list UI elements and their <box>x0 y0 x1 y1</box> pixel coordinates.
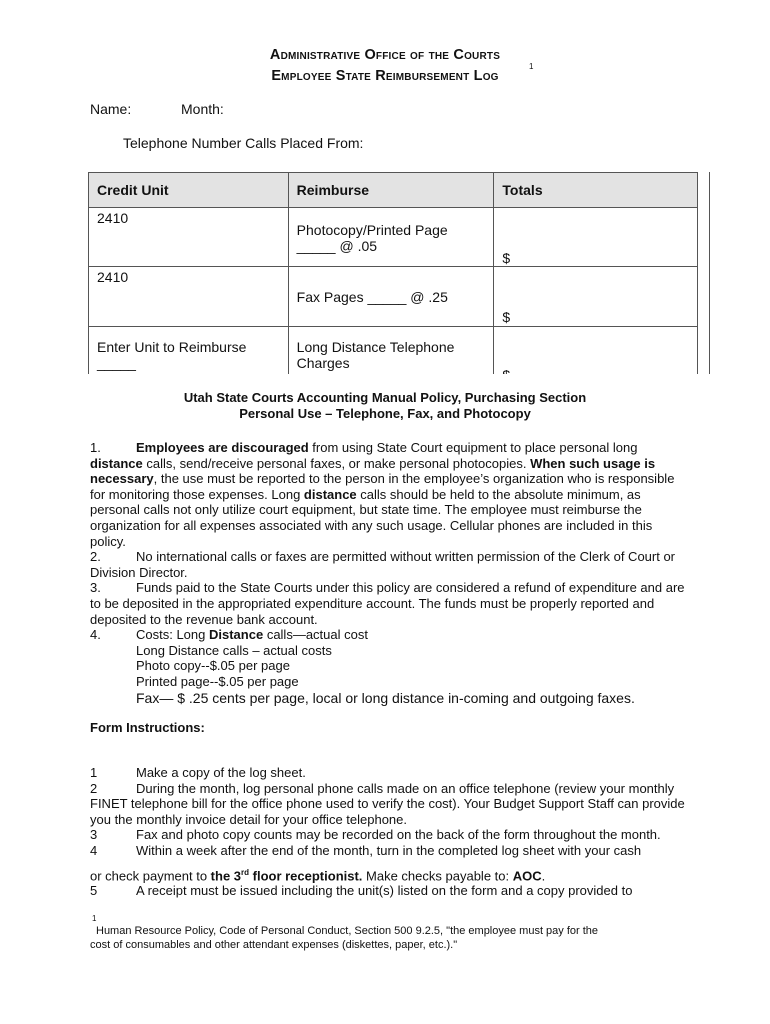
credit-unit-value: 2410 <box>97 210 129 226</box>
title-footnote-marker: 1 <box>529 62 534 71</box>
footnote-line2: cost of consumables and other attendant expenses (diskettes, paper, etc.)." <box>90 939 458 951</box>
month-label: Month: <box>181 101 224 117</box>
table-row <box>89 208 698 267</box>
policy-item-1 <box>90 440 690 549</box>
column-header-credit-unit: Credit Unit <box>89 173 289 208</box>
text: calls—actual cost <box>263 627 368 643</box>
name-label: Name: <box>90 101 132 117</box>
credit-unit-value: 2410 <box>97 269 129 285</box>
superscript: rd <box>241 867 250 877</box>
credit-unit-cell <box>89 267 289 327</box>
instruction-item-2 <box>90 781 690 828</box>
reimburse-cell <box>288 267 494 327</box>
policy-list <box>90 440 690 706</box>
document-title-line2 <box>0 68 770 84</box>
reimburse-line1: Photocopy/Printed Page <box>296 222 448 238</box>
instruction-number: 2 <box>90 780 98 796</box>
bold-text: distance <box>90 455 143 471</box>
bold-text: the 3 <box>210 867 242 883</box>
text: from using State Court equipment to place personal long <box>308 440 638 455</box>
instruction-number: 5 <box>90 883 98 899</box>
policy-item-2 <box>90 549 690 580</box>
reimburse-line2: Charges <box>296 355 350 371</box>
reimburse-cell <box>288 208 494 267</box>
credit-unit-cell <box>89 208 289 267</box>
document-title-line2-text: Employee State Reimbursement Log <box>271 68 499 84</box>
credit-unit-value: Enter Unit to Reimburse <box>97 339 247 355</box>
policy-item-number: 3. <box>90 580 101 596</box>
cost-line: Long Distance calls – actual costs <box>136 642 332 658</box>
text: Make checks payable to: <box>362 867 513 883</box>
text: calls should be held to the absolute minimum, as personal calls not only utilize court equipment, but state time. The employee must reimburse the organization for all expenses associated with any such usage. Cellular phones are included in this policy. <box>90 486 653 549</box>
policy-item-number: 2. <box>90 549 101 565</box>
text: , the use must be reported to the person in the employee’s organization who is responsible for monitoring those expenses. Long <box>90 471 675 502</box>
bold-text: When such usage is necessary <box>90 455 656 487</box>
bold-text: Distance <box>209 627 264 643</box>
policy-item-number: 4. <box>90 627 101 643</box>
instruction-item-1 <box>90 765 690 781</box>
text: Funds paid to the State Courts under this policy are considered a refund of expenditure and are to be deposited in the appropriated expenditure account. The funds must be properly reported and deposited to the revenue bank account. <box>90 580 685 627</box>
instruction-number: 3 <box>90 827 98 843</box>
reimburse-line1: Fax Pages _____ @ .25 <box>296 289 448 305</box>
text: Costs: Long <box>136 627 209 643</box>
text: . <box>541 867 546 883</box>
cost-line: Printed page--$.05 per page <box>136 673 299 689</box>
reimbursement-table <box>88 172 698 384</box>
total-cell <box>494 208 698 267</box>
phone-label: Telephone Number Calls Placed From: <box>123 135 364 151</box>
footnote-marker: 1 <box>92 914 97 923</box>
instruction-item-4 <box>90 843 690 859</box>
text: A receipt must be issued including the unit(s) listed on the form and a copy provided to <box>136 883 633 899</box>
policy-item-3 <box>90 580 690 627</box>
table-row <box>89 267 698 327</box>
cost-line: Fax— $ .25 cents per page, local or long distance in-coming and outgoing faxes. <box>136 689 635 706</box>
column-header-reimburse: Reimburse <box>288 173 494 208</box>
total-value: $ <box>502 250 511 266</box>
table-right-edge <box>709 172 710 376</box>
instructions-list <box>90 765 690 899</box>
policy-item-number: 1. <box>90 440 101 455</box>
bold-text: Employees are discouraged <box>136 440 309 455</box>
text: calls, send/receive personal faxes, or make personal photocopies. <box>142 455 531 471</box>
instructions-heading: Form Instructions: <box>90 720 205 735</box>
policy-heading-line1: Utah State Courts Accounting Manual Policy, Purchasing Section <box>183 390 587 405</box>
credit-unit-blank: _____ <box>97 355 136 371</box>
instruction-item-3 <box>90 827 690 843</box>
column-header-totals: Totals <box>494 173 698 208</box>
bold-text: AOC <box>512 867 542 883</box>
reimburse-line1: Long Distance Telephone <box>296 339 455 355</box>
text: Fax and photo copy counts may be recorded on the back of the form throughout the month. <box>136 827 661 843</box>
total-value: $ <box>502 309 511 325</box>
text: During the month, log personal phone calls made on an office telephone (review your monthly FINET telephone bill for the office phone used to verify the cost). Your Budget Support Staff can provide you the monthly invoice detail for your office telephone. <box>90 780 685 827</box>
reimburse-line2: _____ @ .05 <box>296 238 378 254</box>
policy-item-4 <box>90 627 690 643</box>
footnote-line1: Human Resource Policy, Code of Personal Conduct, Section 500 9.2.5, "the employee must pay for the <box>96 925 599 937</box>
text: or check payment to <box>90 867 211 883</box>
table-header-row <box>89 173 698 208</box>
bold-text: floor receptionist. <box>249 867 363 883</box>
bold-text: distance <box>303 486 357 502</box>
instruction-number: 4 <box>90 842 98 858</box>
text: Make a copy of the log sheet. <box>136 765 306 780</box>
text: No international calls or faxes are permitted without written permission of the Clerk of Court or Division Director. <box>90 549 676 580</box>
policy-heading-line2: Personal Use – Telephone, Fax, and Photocopy <box>239 406 531 421</box>
instruction-item-4-cont <box>90 865 690 884</box>
table-crop-mask <box>80 374 720 388</box>
instruction-item-5 <box>90 883 690 899</box>
total-cell <box>494 267 698 327</box>
text: Within a week after the end of the month, turn in the completed log sheet with your cash <box>136 842 642 858</box>
document-title-line1: Administrative Office of the Courts <box>269 47 501 63</box>
cost-line: Photo copy--$.05 per page <box>136 658 290 674</box>
instruction-number: 1 <box>90 765 98 780</box>
